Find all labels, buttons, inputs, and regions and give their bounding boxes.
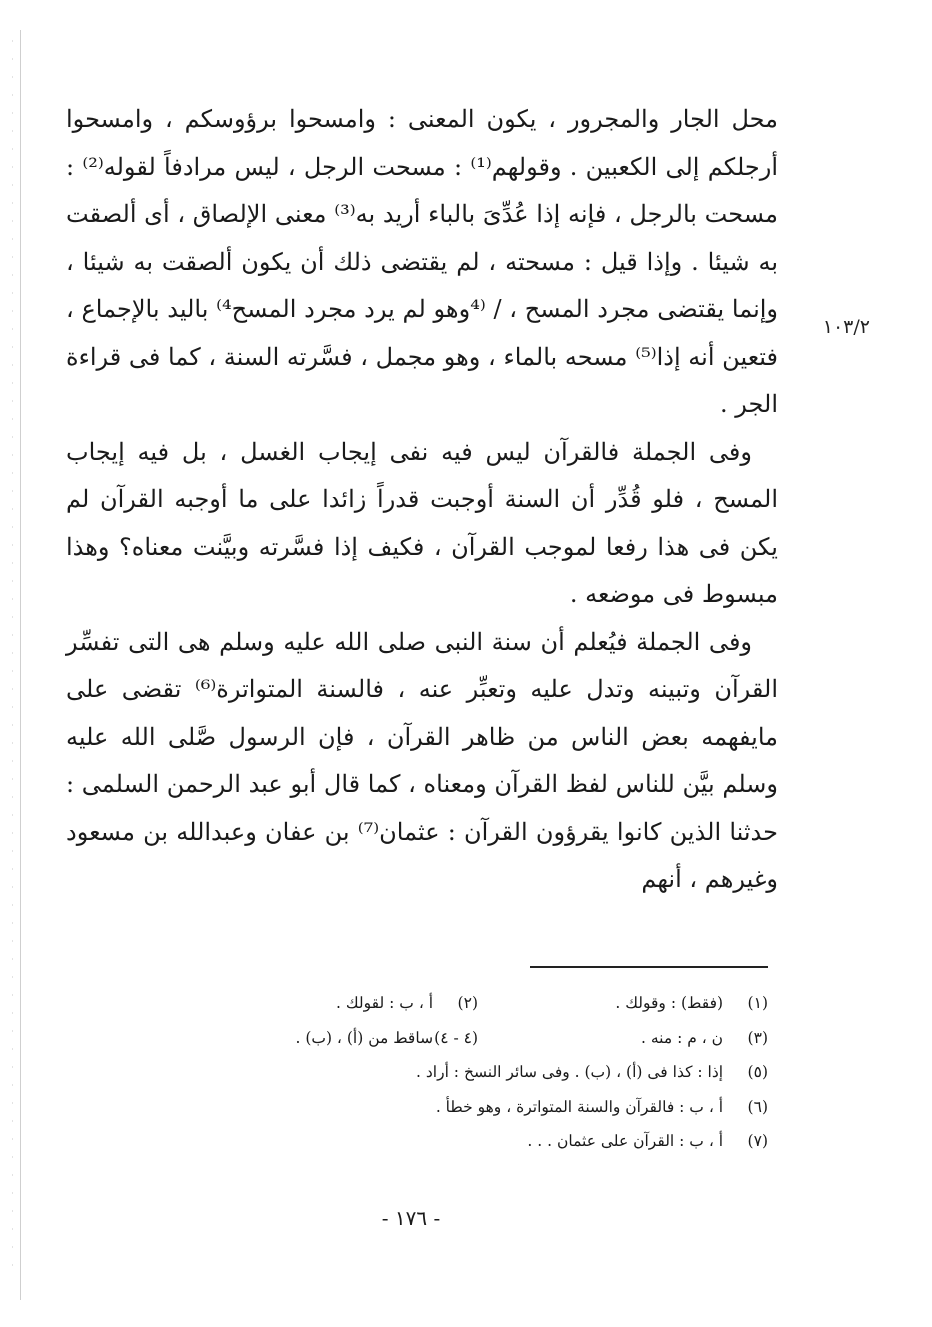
footnote <box>435 1090 768 1125</box>
footnote-row <box>140 1055 768 1090</box>
footnote-text: أ ، ب : لقولك . <box>336 994 434 1012</box>
footnote-row <box>140 1021 768 1056</box>
footnote-separator <box>530 966 768 968</box>
page-crease <box>12 40 13 1280</box>
main-text <box>66 96 778 904</box>
footnote-number: (٧) <box>747 1132 768 1150</box>
margin-page-reference: ١٠٣/٢ <box>822 316 870 338</box>
footnotes <box>140 986 768 1159</box>
footnote <box>188 986 478 1021</box>
footnote <box>188 1021 478 1056</box>
footnote-number: (١) <box>747 994 768 1012</box>
footnote <box>478 1021 768 1056</box>
footnote-text: أ ، ب : القرآن على عثمان . . . <box>527 1132 724 1150</box>
footnote-number: (٦) <box>747 1097 768 1116</box>
binding-line <box>20 30 21 1300</box>
footnote-number: (٥) <box>747 1063 768 1081</box>
footnote-row <box>140 1124 768 1159</box>
footnote-number: (٢) <box>457 994 478 1012</box>
page-number: - ١٧٦ - <box>381 1206 441 1230</box>
footnote <box>416 1055 768 1090</box>
footnote-text: ساقط من (أ) ، (ب) . <box>295 1028 434 1047</box>
footnote-number: (٤ - ٤) <box>434 1028 478 1047</box>
paragraph: وفى الجملة فالقرآن ليس فيه نفى إيجاب الغسل ، بل فيه إيجاب المسح ، فلو قُدِّر أن السنة أوجبت قدراً زائدا على ما أوجبه القرآن لم يكن فى هذا رفعا لموجب القرآن ، فكيف إذا فسَّرته وبيَّنت معناه؟ وهذا مبسوط فى موضعه . <box>66 437 778 608</box>
footnote-text: إذا : كذا فى (أ) ، (ب) . وفى سائر النسخ : أراد . <box>416 1063 724 1081</box>
footnote-text: ن ، م : منه . <box>641 1028 724 1047</box>
footnote <box>478 986 768 1021</box>
footnote-text: أ ، ب : فالقرآن والسنة المتواترة ، وهو خطأ . <box>435 1097 724 1116</box>
footnote-number: (٣) <box>747 1028 768 1047</box>
footnote <box>478 1124 768 1159</box>
paragraph: محل الجار والمجرور ، يكون المعنى : وامسحوا برؤوسكم ، وامسحوا أرجلكم إلى الكعبين . وقولهم⁽¹⁾ : مسحت الرجل ، ليس مرادفاً لقوله⁽²⁾ : مسحت بالرجل ، فإنه إذا عُدِّىَ بالباء أريد به⁽³⁾ معنى الإلصاق ، أى ألصقت به شيئا . وإذا قيل : مسحته ، لم يقتضى ذلك أن يكون ألصقت به شيئا ، وإنما يقتضى مجرد المسح ، / ⁽⁴وهو لم يرد مجرد المسح⁴⁾ باليد بالإجماع ، فتعين أنه إذا⁽⁵⁾ مسحه بالماء ، وهو مجمل ، فسَّرته السنة ، كما فى قراءة الجر . <box>66 105 779 418</box>
footnote-text: (فقط) : وقولك . <box>615 994 724 1012</box>
paragraph: وفى الجملة فيُعلم أن سنة النبى صلى الله عليه وسلم هى التى تفسِّر القرآن وتبينه وتدل عليه وتعبِّر عنه ، فالسنة المتواترة⁽⁶⁾ تقضى على مايفهمه بعض الناس من ظاهر القرآن ، فإن الرسول صَّلى الله عليه وسلم بيَّن للناس لفظ القرآن ومعناه ، كما قال أبو عبد الرحمن السلمى : حدثنا الذين كانوا يقرؤون القرآن : عثمان⁽⁷⁾ بن عفان وعبدالله بن مسعود وغيرهم ، أنهم <box>66 627 778 893</box>
footnote-row <box>140 986 768 1021</box>
footnote-row <box>140 1090 768 1125</box>
